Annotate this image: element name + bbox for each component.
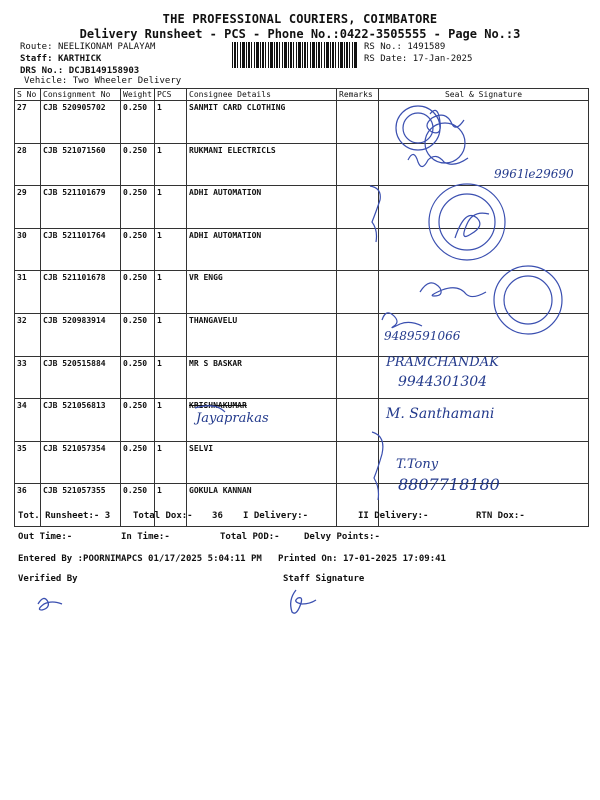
delvy-points: Delvy Points:- xyxy=(304,532,380,542)
drs-label: DRS No.: xyxy=(20,66,64,76)
cell-consignment: CJB 520983914 xyxy=(41,313,121,356)
cell-consignee: ADHI AUTOMATION xyxy=(187,186,337,229)
cell-sno: 30 xyxy=(15,228,41,271)
cell-remarks xyxy=(337,313,379,356)
row34-handwritten-name: Jayaprakas xyxy=(196,411,269,426)
cell-pcs: 1 xyxy=(155,228,187,271)
cell-consignment: CJB 520515884 xyxy=(41,356,121,399)
cell-pcs: 1 xyxy=(155,399,187,442)
cell-consignee: SELVI xyxy=(187,441,337,484)
cell-sno: 36 xyxy=(15,484,41,527)
company-title: THE PROFESSIONAL COURIERS, COIMBATORE xyxy=(162,12,438,26)
cell-seal xyxy=(379,313,589,356)
cell-consignment: CJB 521101679 xyxy=(41,186,121,229)
cell-consignee: MR S BASKAR xyxy=(187,356,337,399)
cell-sno: 33 xyxy=(15,356,41,399)
cell-remarks xyxy=(337,143,379,186)
cell-remarks xyxy=(337,399,379,442)
cell-weight: 0.250 xyxy=(121,271,155,314)
cell-weight: 0.250 xyxy=(121,228,155,271)
cell-weight: 0.250 xyxy=(121,313,155,356)
staff-label: Staff: xyxy=(20,54,53,64)
cell-seal xyxy=(379,399,589,442)
row36-handwritten-name: T.Tony xyxy=(396,457,439,472)
cell-pcs: 1 xyxy=(155,484,187,527)
cell-seal xyxy=(379,271,589,314)
rs-no-label: RS No.: xyxy=(364,42,402,52)
cell-weight: 0.250 xyxy=(121,356,155,399)
in-time: In Time:- xyxy=(121,532,170,542)
cell-consignment: CJB 521057355 xyxy=(41,484,121,527)
col-header-pcs: PCS xyxy=(155,89,187,101)
rs-no-line xyxy=(364,42,445,52)
cell-remarks xyxy=(337,228,379,271)
table-row xyxy=(15,271,589,314)
cell-seal xyxy=(379,228,589,271)
table-row xyxy=(15,313,589,356)
table-row xyxy=(15,101,589,144)
row32-handwritten-phone: 9489591066 xyxy=(384,329,461,343)
route-line xyxy=(20,42,155,52)
cell-weight: 0.250 xyxy=(121,441,155,484)
cell-consignee: SANMIT CARD CLOTHING xyxy=(187,101,337,144)
cell-seal xyxy=(379,101,589,144)
rs-date-label: RS Date: xyxy=(364,54,408,64)
cell-remarks xyxy=(337,441,379,484)
staff-signature-mark xyxy=(291,590,316,613)
staff-signature-label: Staff Signature xyxy=(283,574,365,584)
total-dox xyxy=(133,511,223,521)
cell-weight: 0.250 xyxy=(121,399,155,442)
cell-sno: 27 xyxy=(15,101,41,144)
drs-value: DCJB149158903 xyxy=(68,66,140,76)
rs-date-value: 17-Jan-2025 xyxy=(412,54,473,64)
cell-consignment: CJB 521057354 xyxy=(41,441,121,484)
route-label: Route: xyxy=(20,42,53,52)
cell-consignee: VR ENGG xyxy=(187,271,337,314)
cell-seal xyxy=(379,186,589,229)
col-header-consignment: Consignment No xyxy=(41,89,121,101)
table-header-row xyxy=(15,89,589,101)
cell-sno: 28 xyxy=(15,143,41,186)
cell-sno: 32 xyxy=(15,313,41,356)
col-header-sno: S No xyxy=(15,89,41,101)
row36-handwritten-phone: 8807718180 xyxy=(398,475,500,494)
col-header-consignee: Consignee Details xyxy=(187,89,337,101)
entered-by: Entered By :POORNIMAPCS 01/17/2025 5:04:11 PM xyxy=(18,554,262,564)
i-delivery: I Delivery:- xyxy=(243,511,309,521)
vehicle-label: Vehicle: xyxy=(24,76,68,86)
cell-consignee: KRISHNAKUMAR xyxy=(187,399,337,442)
staff-value: KARTHICK xyxy=(57,54,102,64)
col-header-seal: Seal & Signature xyxy=(379,89,589,101)
cell-pcs: 1 xyxy=(155,186,187,229)
verified-by-signature xyxy=(38,598,62,610)
rs-date-line xyxy=(364,54,472,64)
route-value: NEELIKONAM PALAYAM xyxy=(57,42,156,52)
cell-pcs: 1 xyxy=(155,356,187,399)
cell-pcs: 1 xyxy=(155,271,187,314)
cell-remarks xyxy=(337,356,379,399)
cell-consignment: CJB 521101764 xyxy=(41,228,121,271)
cell-weight: 0.250 xyxy=(121,143,155,186)
table-row xyxy=(15,228,589,271)
col-header-remarks: Remarks xyxy=(337,89,379,101)
table-row xyxy=(15,186,589,229)
cell-sno: 31 xyxy=(15,271,41,314)
cell-weight: 0.250 xyxy=(121,484,155,527)
cell-consignment: CJB 521101678 xyxy=(41,271,121,314)
ii-delivery: II Delivery:- xyxy=(358,511,429,521)
runsheet-title: Delivery Runsheet - PCS - Phone No.:0422-3505555 - Page No.:3 xyxy=(79,27,521,41)
total-dox-value: 36 xyxy=(212,511,223,521)
staff-line xyxy=(20,54,101,64)
table-row xyxy=(15,441,589,484)
cell-seal xyxy=(379,356,589,399)
col-header-weight: Weight xyxy=(121,89,155,101)
vehicle-value: Two Wheeler Delivery xyxy=(72,76,182,86)
cell-sno: 34 xyxy=(15,399,41,442)
cell-consignment: CJB 521071560 xyxy=(41,143,121,186)
cell-consignee: RUKMANI ELECTRICLS xyxy=(187,143,337,186)
verified-by: Verified By xyxy=(18,574,78,584)
cell-sno: 29 xyxy=(15,186,41,229)
cell-consignee: ADHI AUTOMATION xyxy=(187,228,337,271)
barcode-image xyxy=(232,42,358,68)
cell-pcs: 1 xyxy=(155,101,187,144)
cell-consignee: GOKULA KANNAN xyxy=(187,484,337,527)
cell-weight: 0.250 xyxy=(121,101,155,144)
rs-no-value: 1491589 xyxy=(407,42,446,52)
cell-consignment: CJB 521056813 xyxy=(41,399,121,442)
total-dox-label: Total Dox:- xyxy=(133,511,193,521)
tot-runsheet: Tot. Runsheet:- 3 xyxy=(18,511,111,521)
cell-seal xyxy=(379,441,589,484)
row33-handwritten-phone: 9944301304 xyxy=(398,374,488,390)
cell-consignee: THANGAVELU xyxy=(187,313,337,356)
total-pod: Total POD:- xyxy=(220,532,280,542)
table-row xyxy=(15,356,589,399)
table-row xyxy=(15,143,589,186)
cell-weight: 0.250 xyxy=(121,186,155,229)
cell-remarks xyxy=(337,186,379,229)
printed-on: Printed On: 17-01-2025 17:09:41 xyxy=(278,554,446,564)
vehicle-line xyxy=(24,76,181,86)
cell-remarks xyxy=(337,101,379,144)
cell-seal xyxy=(379,143,589,186)
cell-remarks xyxy=(337,271,379,314)
cell-consignment: CJB 520905702 xyxy=(41,101,121,144)
runsheet-table xyxy=(14,88,589,527)
cell-pcs: 1 xyxy=(155,441,187,484)
cell-pcs: 1 xyxy=(155,143,187,186)
rtn-dox: RTN Dox:- xyxy=(476,511,525,521)
row28-handwritten-phone: 9961le29690 xyxy=(494,167,574,181)
row34-handwritten-signature: M. Santhamani xyxy=(386,406,495,422)
cell-sno: 35 xyxy=(15,441,41,484)
out-time: Out Time:- xyxy=(18,532,73,542)
drs-line xyxy=(20,66,139,76)
row33-handwritten-name: PRAMCHANDAK xyxy=(386,355,499,370)
cell-pcs: 1 xyxy=(155,313,187,356)
table-row xyxy=(15,399,589,442)
